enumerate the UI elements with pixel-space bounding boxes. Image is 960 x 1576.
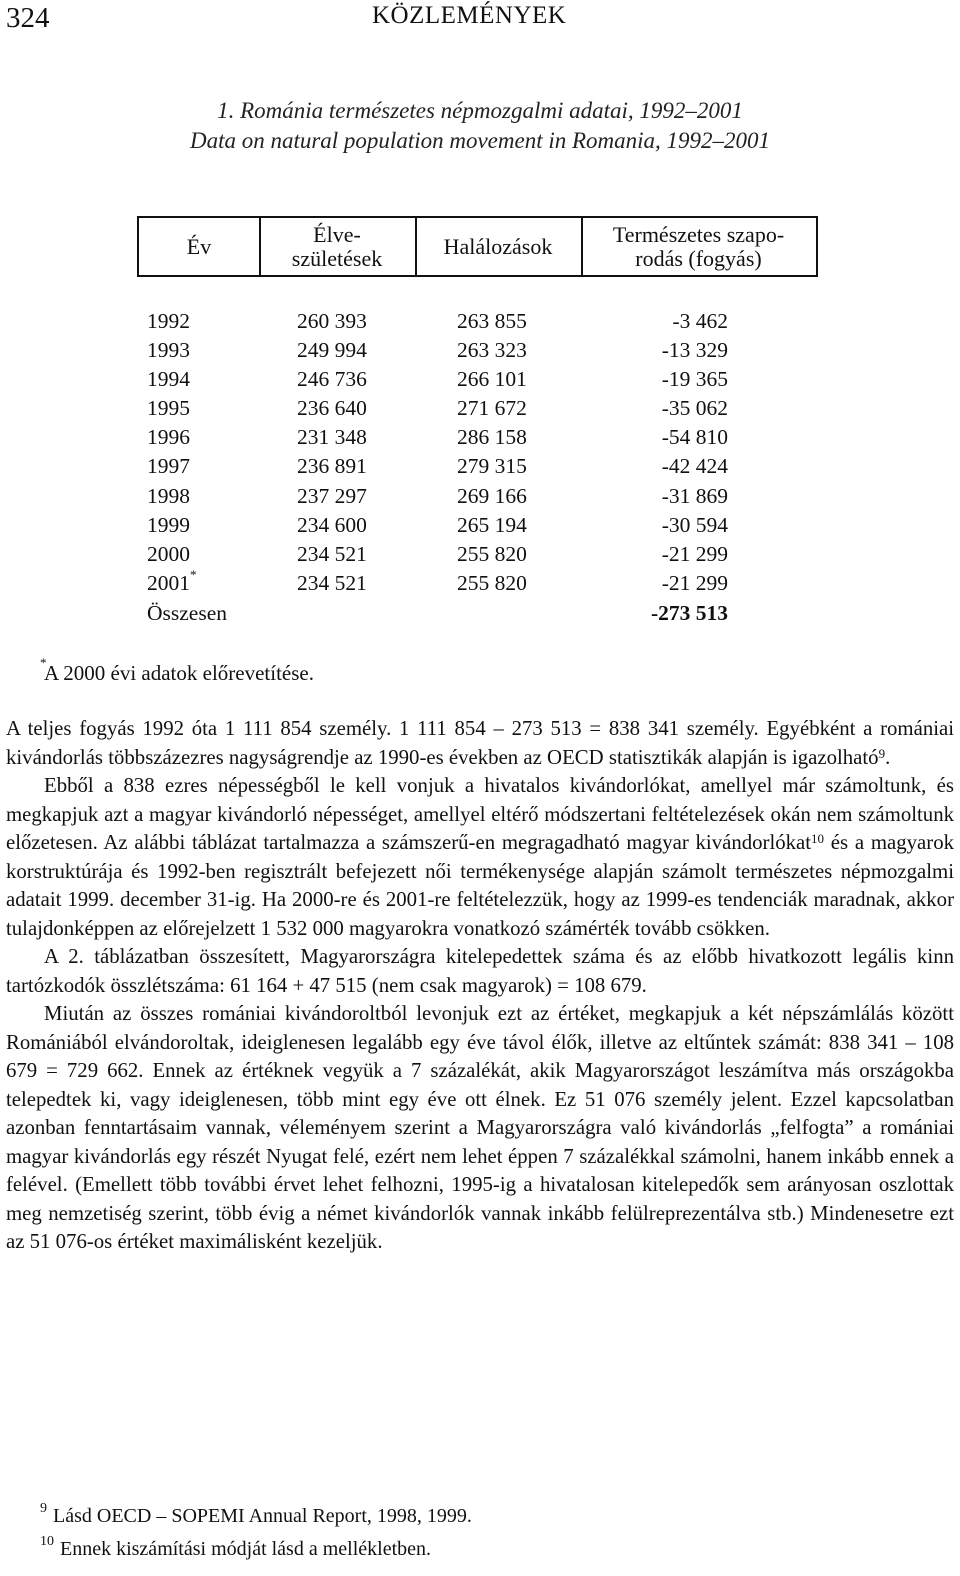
table-header xyxy=(137,216,818,277)
footnote-asterisk: * xyxy=(190,567,197,582)
natural-cell: -19 365 xyxy=(661,367,728,391)
footnote-mark: 10 xyxy=(40,1534,54,1549)
table-row xyxy=(0,454,960,483)
year-cell: 1992 xyxy=(147,309,190,333)
deaths-cell: 265 194 xyxy=(457,513,527,537)
natural-cell: -21 299 xyxy=(661,542,728,566)
paragraph: A 2. táblázatban összesített, Magyarországra kitelepedettek száma és az előbb hivatkozott legális kinn tartózkodók összlétszáma: 61 164 + 47 515 (nem csak magyarok) = 108 679. xyxy=(6,945,954,997)
total-row xyxy=(0,601,960,630)
year-cell: 1995 xyxy=(147,396,190,420)
deaths-cell: 279 315 xyxy=(457,454,527,478)
natural-cell: -35 062 xyxy=(661,396,728,420)
deaths-cell: 255 820 xyxy=(457,571,527,595)
year-cell: 2000 xyxy=(147,542,190,566)
table-caption-english: Data on natural population movement in Romania, 1992–2001 xyxy=(189,128,771,153)
body-text xyxy=(6,715,954,1257)
table-row xyxy=(0,396,960,425)
running-head: KÖZLEMÉNYEK xyxy=(372,2,567,29)
deaths-cell: 269 166 xyxy=(457,484,527,508)
table-row xyxy=(0,567,960,600)
births-cell: 260 393 xyxy=(297,309,367,333)
natural-cell: -42 424 xyxy=(661,454,728,478)
year-cell: 1993 xyxy=(147,338,190,362)
header-natural-increase: Természetes szapo- rodás (fogyás) xyxy=(612,221,785,271)
births-cell: 234 600 xyxy=(297,513,367,537)
note-asterisk: * xyxy=(40,655,47,670)
header-deaths: Halálozások xyxy=(415,218,583,275)
deaths-cell: 271 672 xyxy=(457,396,527,420)
deaths-cell: 263 855 xyxy=(457,309,527,333)
year-cell: 1997 xyxy=(147,454,190,478)
footnote: $^{10}$ Ennek kiszámítási módját lásd a mellékletben. xyxy=(40,1534,432,1560)
table-caption-hungarian: 1. Románia természetes népmozgalmi adatai, 1992–2001 xyxy=(217,98,743,123)
deaths-cell: 266 101 xyxy=(457,367,527,391)
year-cell: 1999 xyxy=(147,513,190,537)
table-row xyxy=(0,484,960,513)
natural-cell: -31 869 xyxy=(661,484,728,508)
table-row xyxy=(0,338,960,367)
paragraph: A teljes fogyás 1992 óta 1 111 854 személy. 1 111 854 – 273 513 = 838 341 személy. Egyébként a romániai kivándorlás többszázezres nagyságrendje az 1990-es években az OECD statisztikák alapján is igazolható$^9$. xyxy=(6,717,954,769)
year-cell: 1994 xyxy=(147,367,190,391)
natural-cell: -13 329 xyxy=(661,338,728,362)
deaths-cell: 255 820 xyxy=(457,542,527,566)
year-cell: 1998 xyxy=(147,484,190,508)
births-cell: 249 994 xyxy=(297,338,367,362)
natural-cell: -21 299 xyxy=(661,571,728,595)
year-cell: 2001* xyxy=(147,567,197,595)
births-cell: 237 297 xyxy=(297,484,367,508)
year-cell: 1996 xyxy=(147,425,190,449)
footnote-ref: 9 xyxy=(878,745,886,761)
paragraph: Ebből a 838 ezres népességből le kell vonjuk a hivatalos kivándorlókat, amellyel már számoltunk, és megkapjuk azt a magyar kivándorló népességet, amellyel eltérő módszertani feltételezések okán nem számoltunk előzetesen. Az alábbi táblázat tartalmazza a számszerű-en megragadható magyar kivándorlókat$^{10}$ és a magyarok korstruktúrája és 1992-ben regisztrált befejezett női termékenysége alapján számolt természetes népmozgalmi adatait 1999. december 31-ig. Ha 2000-re és 2001-re feltételezzük, hogy az 1999-es tendenciák maradnak, akkor tulajdonképpen az előrejelzett 1 532 000 magyarokra vonatkozó számérték tovább csökken. xyxy=(6,774,955,940)
natural-cell: -3 462 xyxy=(672,309,728,333)
total-label: Összesen xyxy=(147,601,228,625)
natural-cell: -54 810 xyxy=(661,425,728,449)
table-note: * A 2000 évi adatok előrevetítése. xyxy=(40,655,314,685)
deaths-cell: 286 158 xyxy=(457,425,527,449)
table-row xyxy=(0,309,960,338)
births-cell: 236 891 xyxy=(297,454,367,478)
deaths-cell: 263 323 xyxy=(457,338,527,362)
births-cell: 246 736 xyxy=(297,367,367,391)
footnote-ref: 10 xyxy=(811,831,825,846)
header-births: Élve- születések xyxy=(259,218,417,275)
births-cell: 231 348 xyxy=(297,425,367,449)
header-year: Év xyxy=(139,218,261,275)
table-row xyxy=(0,367,960,396)
births-cell: 234 521 xyxy=(297,571,367,595)
table-row xyxy=(0,542,960,571)
table-row xyxy=(0,425,960,454)
natural-cell: -30 594 xyxy=(661,513,728,537)
total-natural-cell: -273 513 xyxy=(650,601,728,625)
footnote-mark: 9 xyxy=(40,1501,47,1516)
births-cell: 234 521 xyxy=(297,542,367,566)
table-row xyxy=(0,513,960,542)
paragraph: Miután az összes romániai kivándoroltból levonjuk ezt az értéket, megkapjuk a két népszámlálás között Romániából elvándoroltak, ideiglenesen legalább egy éve távol élők, illetve az eltűntek számát: 838 341 – 108 679 = 729 662. Ennek az értéknek vegyük a 7 százalékát, akik Magyarországot leszámítva más országokba telepedtek ki, vagy ideiglenesen, több mint egy éve ott élnek. Ez 51 076 személy jelent. Ezzel kapcsolatban azonban fenntartásaim vannak, véleményem szerint a Magyarországra való kivándorlás „felfogta” a romániai magyar kivándorlás egy részét Nyugat felé, ezért nem lehet éppen 7 százalékkal számolni, hanem inkább ennek a felével. (Emellett több további érvet lehet felhozni, 1995-ig a hivatalosan kitelepedők sem arányosan oszlottak meg nemzetiség szerint, több évig a német kivándorlók vannak inkább felülreprezentálva stb.) Mindenesetre ezt az 51 076-os értéket maximálisként kezeljük. xyxy=(6,1002,954,1253)
page-number: 324 xyxy=(6,2,50,34)
footnote: $^9$ Lásd OECD – SOPEMI Annual Report, 1998, 1999. xyxy=(40,1501,472,1527)
births-cell: 236 640 xyxy=(297,396,367,420)
